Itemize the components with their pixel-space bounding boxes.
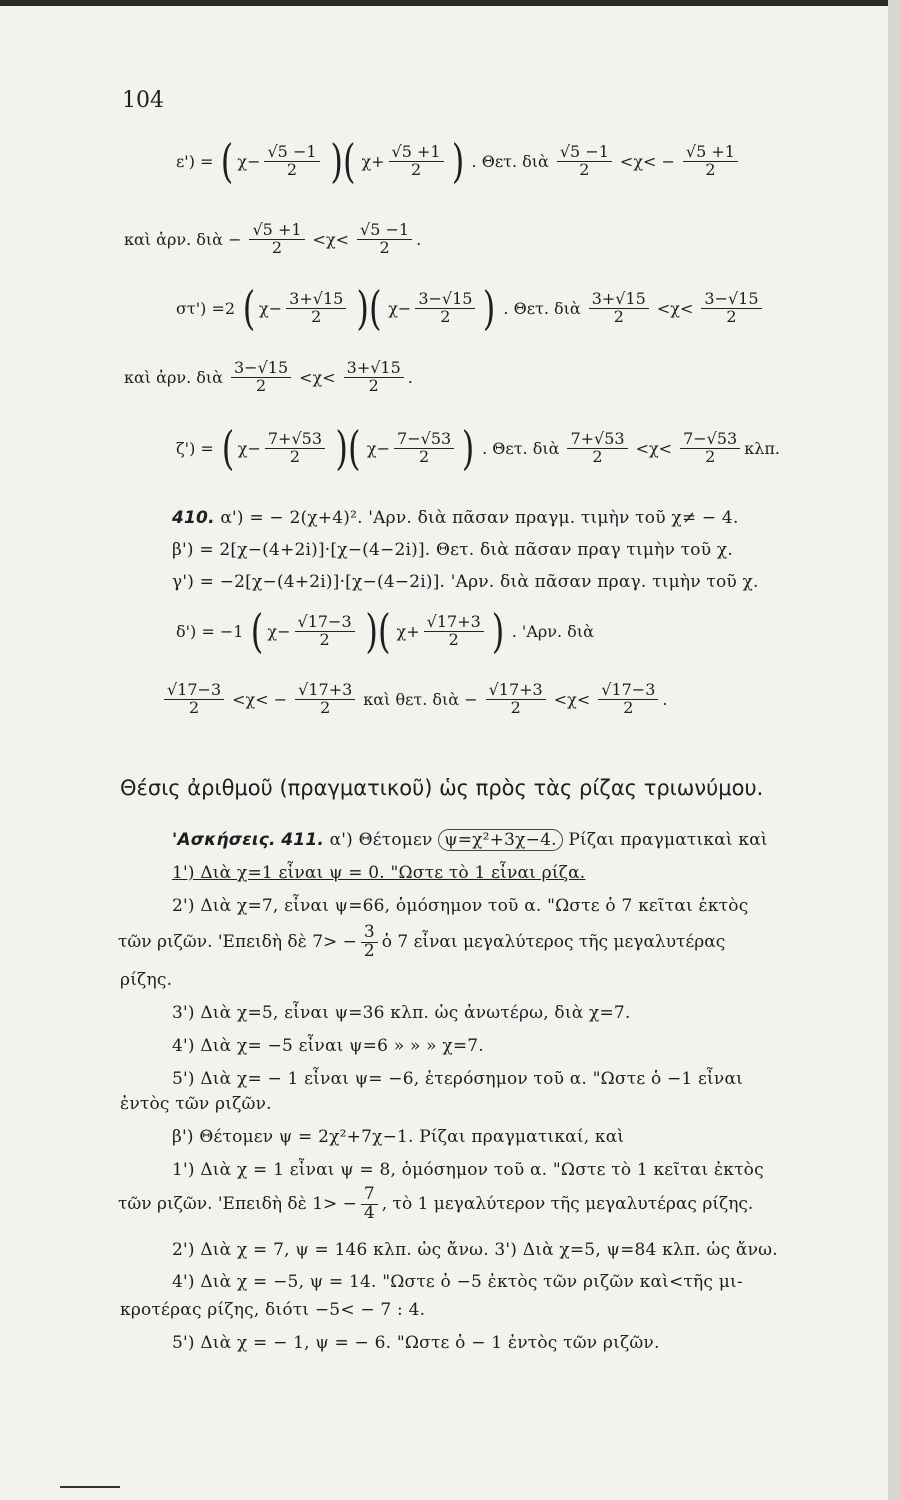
fraction: $\frac{3-√15}{2}$ — [701, 291, 761, 326]
exercise-411-line9: β') Θέτομεν ψ = 2χ²+7χ−1. Ρίζαι πραγματικαί, καὶ — [172, 1127, 625, 1147]
exercise-411-line15: 5') Διὰ χ = − 1, ψ = − 6. "Ωστε ὁ − 1 ἐντὸς τῶν ριζῶν. — [172, 1333, 660, 1353]
scan-right-edge — [888, 0, 899, 1500]
equation-zeta: ζ') = ( χ− $\frac{7+√53}{2}$ )( χ− $\frac{7-√53}{2}$ ) . Θετ. διὰ $\frac{7+√53}{2}$ <χ< $\frac{7-√53}{2}$ κλπ. — [176, 421, 780, 475]
exercise-411-line13: 4') Διὰ χ = −5, ψ = 14. "Ωστε ὁ −5 ἐκτὸς τῶν ριζῶν καὶ<τῆς μι- — [172, 1272, 743, 1292]
exercise-411-line7: 5') Διὰ χ= − 1 εἶναι ψ= −6, ἑτερόσημον τοῦ α. "Ωστε ὁ −1 εἶναι — [172, 1069, 744, 1089]
exercise-411-line6: 4') Διὰ χ= −5 εἶναι ψ=6 » » » χ=7. — [172, 1036, 484, 1056]
fraction: $\frac{7-√53}{2}$ — [394, 431, 454, 466]
exercise-411-line14: κροτέρας ρίζης, διότι −5< − 7 : 4. — [120, 1300, 426, 1320]
fraction: $\frac{7+√53}{2}$ — [265, 431, 325, 466]
fraction: $\frac{3+√15}{2}$ — [286, 291, 346, 326]
equation-epsilon: ε') = ( χ− $\frac{√5 -1}{2}$ )( χ+ $\frac{√5 +1}{2}$ ) . Θετ. διὰ $\frac{√5 -1}{2}$ <χ< − $\frac{√5 +1}{2}$ — [172, 138, 742, 184]
equation-delta-cont: $\frac{√17-3}{2}$ <χ< − $\frac{√17+3}{2}$ καὶ θετ. διὰ − $\frac{√17+3}{2}$ <χ< $\frac{√17-3}{2}$ . — [160, 682, 667, 717]
fraction: $\frac{√5 +1}{2}$ — [683, 144, 738, 179]
exercise-410-a: 410. α') = − 2(χ+4)². 'Αρν. διὰ πᾶσαν πραγμ. τιμὴν τοῦ χ≠ − 4. — [172, 508, 739, 528]
exercise-411-line10: 1') Διὰ χ = 1 εἶναι ψ = 8, ὁμόσημον τοῦ α. "Ωστε τὸ 1 κεῖται ἐκτὸς — [172, 1160, 764, 1180]
exercise-411-line2: 2') Διὰ χ=7, εἶναι ψ=66, ὁμόσημον τοῦ α. "Ωστε ὁ 7 κεῖται ἐκτὸς — [172, 896, 749, 916]
scan-bottom-mark — [60, 1486, 120, 1488]
fraction: $\frac{√5 +1}{2}$ — [249, 222, 304, 257]
exercise-411-line1: 1') Διὰ χ=1 εἶναι ψ = 0. "Ωστε τὸ 1 εἶναι ρίζα. — [172, 863, 586, 883]
fraction: $\frac{√17+3}{2}$ — [486, 682, 546, 717]
exercise-411-line11: τῶν ριζῶν. 'Επειδὴ δὲ 1> − $\frac{7}{4}$ , τὸ 1 μεγαλύτερον τῆς μεγαλυτέρας ρίζης. — [118, 1184, 754, 1223]
exercise-411-line8: ἐντὸς τῶν ριζῶν. — [120, 1094, 272, 1114]
page-number: 104 — [122, 88, 164, 113]
fraction: $\frac{3-√15}{2}$ — [231, 360, 291, 395]
fraction: $\frac{7}{4}$ — [361, 1186, 378, 1223]
fraction: $\frac{√5 -1}{2}$ — [557, 144, 612, 179]
fraction: $\frac{√5 +1}{2}$ — [389, 144, 444, 179]
exercise-410-g: γ') = −2[χ−(4+2i)]·[χ−(4−2i)]. 'Αρν. διὰ πᾶσαν πραγ. τιμὴν τοῦ χ. — [172, 572, 759, 592]
eq-label: ε') = — [176, 151, 214, 171]
section-heading: Θέσις ἀριθμοῦ (πραγματικοῦ) ὡς πρὸς τὰς ρίζας τριωνύμου. — [120, 776, 764, 800]
equation-epsilon-cont: καὶ ἀρν. διὰ − $\frac{√5 +1}{2}$ <χ< $\frac{√5 -1}{2}$ . — [124, 220, 422, 257]
exercise-411-intro: 'Ασκήσεις. 411. α') Θέτομεν ψ=χ²+3χ−4. Ρίζαι πραγματικαὶ καὶ — [172, 830, 768, 850]
fraction: $\frac{7-√53}{2}$ — [680, 431, 740, 466]
fraction: $\frac{√17+3}{2}$ — [295, 682, 355, 717]
equation-delta: δ') = −1 ( χ− $\frac{√17-3}{2}$ )( χ+ $\frac{√17+3}{2}$ ) . 'Αρν. διὰ — [176, 604, 594, 658]
fraction: $\frac{3+√15}{2}$ — [589, 291, 649, 326]
exercise-410-b: β') = 2[χ−(4+2i)]·[χ−(4−2i)]. Θετ. διὰ πᾶσαν πραγ τιμὴν τοῦ χ. — [172, 540, 733, 560]
fraction: $\frac{√5 -1}{2}$ — [357, 222, 412, 257]
exercise-411-line5: 3') Διὰ χ=5, εἶναι ψ=36 κλπ. ὡς ἀνωτέρω, διὰ χ=7. — [172, 1003, 631, 1023]
fraction: $\frac{3}{2}$ — [361, 924, 378, 961]
exercise-411-line3: τῶν ριζῶν. 'Επειδὴ δὲ 7> − $\frac{3}{2}$ ὁ 7 εἶναι μεγαλύτερος τῆς μεγαλυτέρας — [118, 922, 726, 961]
fraction: $\frac{3-√15}{2}$ — [415, 291, 475, 326]
fraction: $\frac{√17+3}{2}$ — [424, 614, 484, 649]
exercise-411-line12: 2') Διὰ χ = 7, ψ = 146 κλπ. ὡς ἄνω. 3') Διὰ χ=5, ψ=84 κλπ. ὡς ἄνω. — [172, 1240, 778, 1260]
fraction: $\frac{√17-3}{2}$ — [295, 614, 355, 649]
fraction: $\frac{3+√15}{2}$ — [344, 360, 404, 395]
fraction: $\frac{7+√53}{2}$ — [567, 431, 627, 466]
fraction: $\frac{√5 -1}{2}$ — [264, 144, 319, 179]
exercise-411-line4: ρίζης. — [120, 970, 173, 990]
equation-stigma-cont: καὶ ἀρν. διὰ $\frac{3-√15}{2}$ <χ< $\frac{3+√15}{2}$ . — [124, 358, 413, 395]
fraction: $\frac{√17-3}{2}$ — [598, 682, 658, 717]
equation-stigma: στ') =2 ( χ− $\frac{3+√15}{2}$ )( χ− $\frac{3-√15}{2}$ ) . Θετ. διὰ $\frac{3+√15}{2}$ <χ< $\frac{3-√15}{2}$ — [172, 285, 766, 331]
scan-top-edge — [0, 0, 899, 6]
fraction: $\frac{√17-3}{2}$ — [164, 682, 224, 717]
